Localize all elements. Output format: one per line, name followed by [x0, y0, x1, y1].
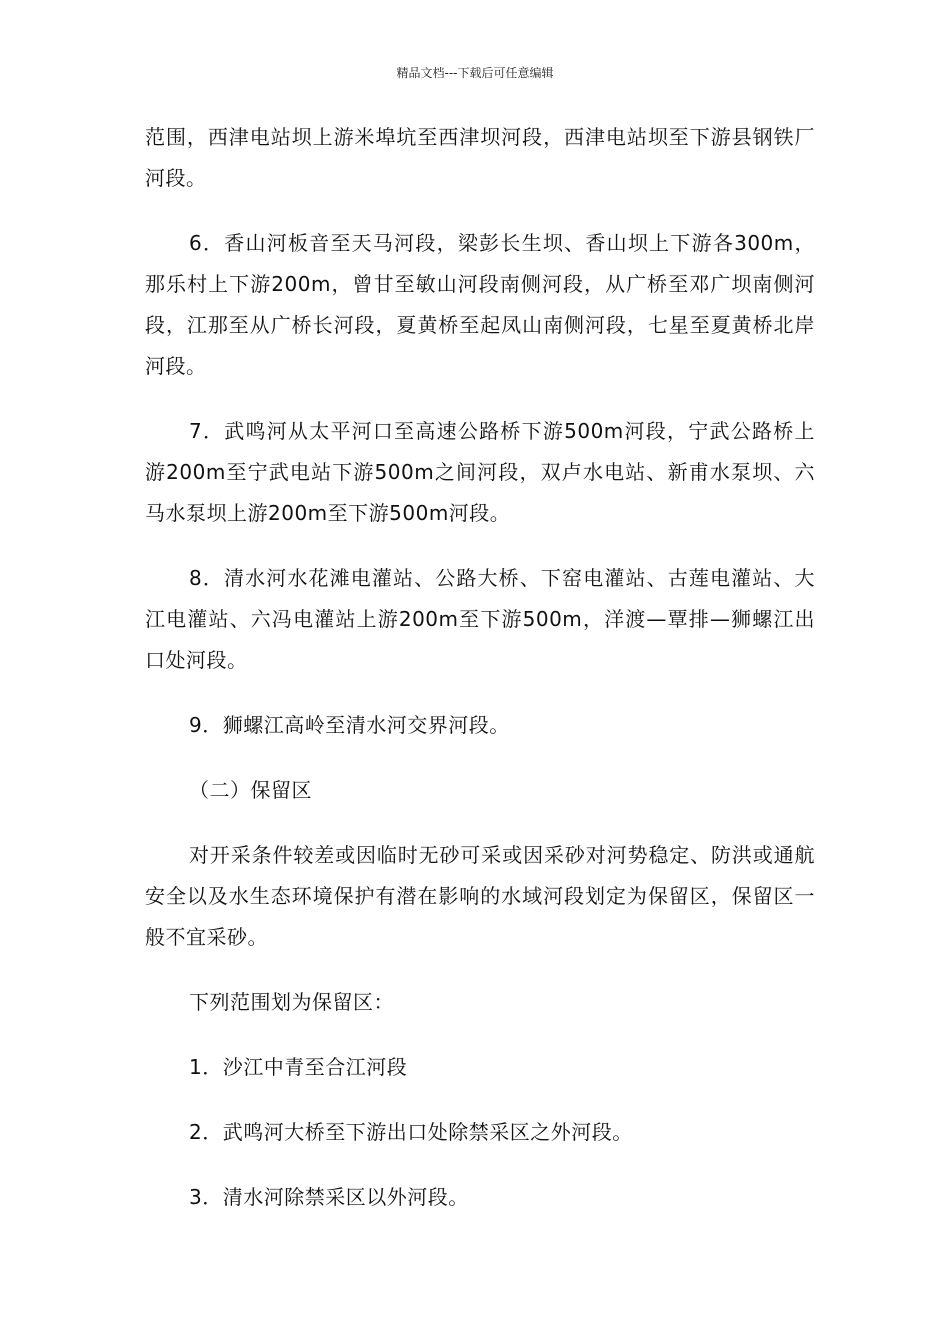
paragraph-reserve-list-intro: 下列范围划为保留区：: [189, 990, 394, 1014]
section-heading-reserve-area: （二）保留区: [189, 778, 312, 802]
document-body: [145, 117, 815, 1218]
paragraph-reserve-definition: 对开采条件较差或因临时无砂可采或因采砂对河势稳定、防洪或通航安全以及水生态环境保护有潜在影响的水域河段划定为保留区，保留区一般不宜采砂。: [145, 843, 815, 949]
paragraph-item-6: 6．香山河板音至天马河段，梁彭长生坝、香山坝上下游各300m，那乐村上下游200m，曾甘至敏山河段南侧河段，从广桥至邓广坝南侧河段，江那至从广桥长河段，夏黄桥至起凤山南侧河段，七星至夏黄桥北岸河段。: [145, 231, 815, 378]
paragraph-reserve-item-1: 1．沙江中青至合江河段: [189, 1055, 408, 1079]
paragraph-item-9: 9．狮螺江高岭至清水河交界河段。: [189, 713, 510, 737]
paragraph-item-7: 7．武鸣河从太平河口至高速公路桥下游500m河段，宁武公路桥上游200m至宁武电站下游500m之间河段，双卢水电站、新甫水泵坝、六马水泵坝上游200m至下游500m河段。: [145, 419, 815, 525]
paragraph-item-8: 8．清水河水花滩电灌站、公路大桥、下窑电灌站、古莲电灌站、大江电灌站、六冯电灌站上游200m至下游500m，洋渡—覃排—狮螺江出口处河段。: [145, 566, 815, 672]
page-header: 精品文档---下载后可任意编辑: [396, 66, 554, 80]
paragraph-reserve-item-3: 3．清水河除禁采区以外河段。: [189, 1185, 469, 1209]
paragraph-reserve-item-2: 2．武鸣河大桥至下游出口处除禁采区之外河段。: [189, 1120, 633, 1144]
paragraph-continuation: 范围，西津电站坝上游米埠坑至西津坝河段，西津电站坝至下游县钢铁厂河段。: [145, 125, 815, 190]
